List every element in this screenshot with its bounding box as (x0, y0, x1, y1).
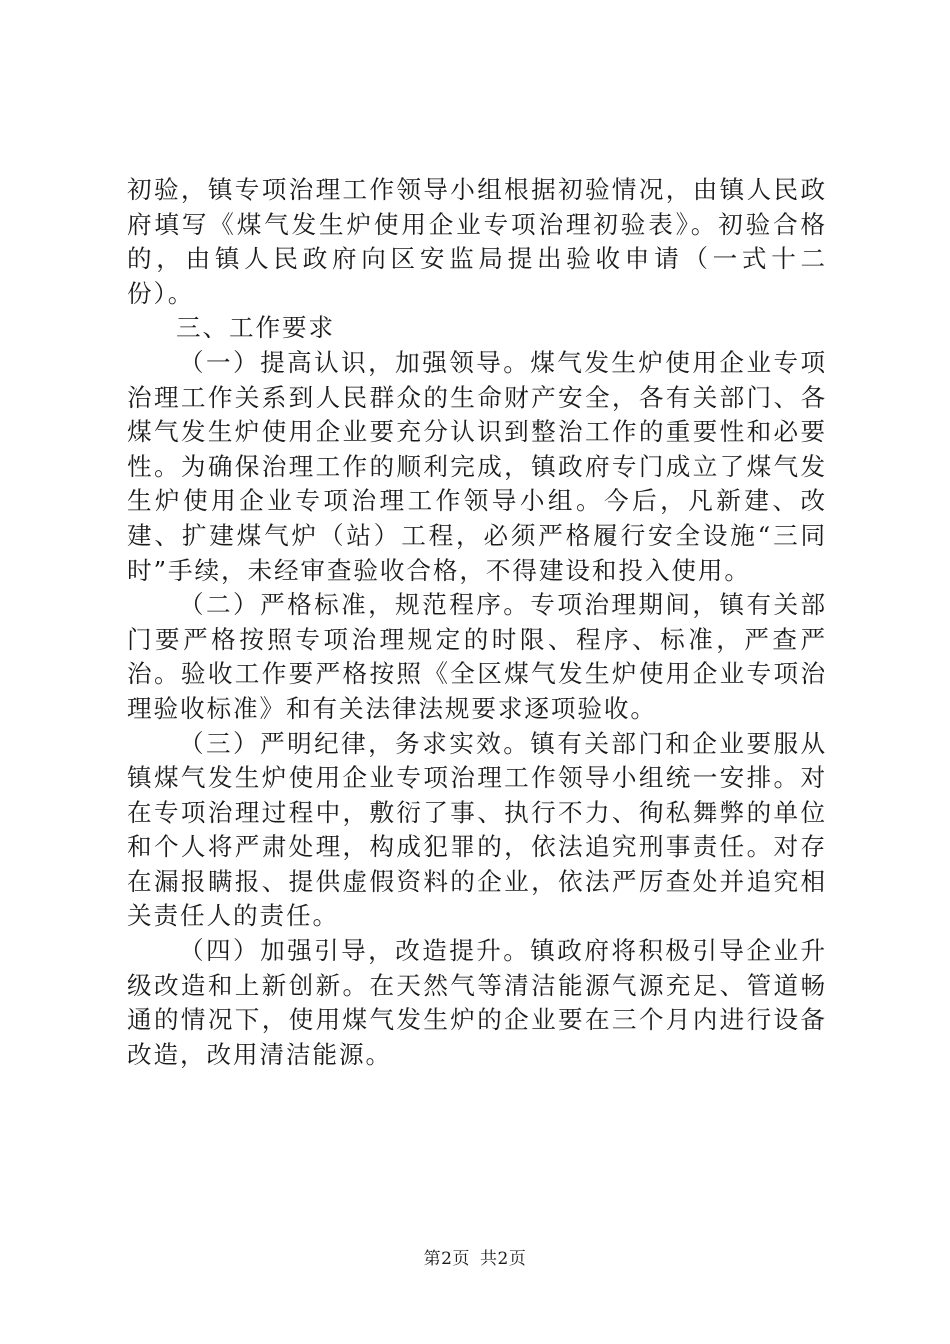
paragraph-item-3: （三）严明纪律，务求实效。镇有关部门和企业要服从镇煤气发生炉使用企业专项治理工作领导小组统一安排。对在专项治理过程中，敷衍了事、执行不力、徇私舞弊的单位和个人将严肃处理，构成犯罪的，依法追究刑事责任。对存在漏报瞒报、提供虚假资料的企业，依法严厉查处并追究相关责任人的责任。 (127, 728, 827, 931)
document-body (127, 173, 827, 1072)
paragraph-item-1: （一）提高认识，加强领导。煤气发生炉使用企业专项治理工作关系到人民群众的生命财产安全，各有关部门、各煤气发生炉使用企业要充分认识到整治工作的重要性和必要性。为确保治理工作的顺利完成，镇政府专门成立了煤气发生炉使用企业专项治理工作领导小组。今后，凡新建、改建、扩建煤气炉（站）工程，必须严格履行安全设施“三同时”手续，未经审查验收合格，不得建设和投入使用。 (127, 347, 827, 585)
page-footer (0, 1244, 950, 1269)
paragraph-item-2: （二）严格标准，规范程序。专项治理期间，镇有关部门要严格按照专项治理规定的时限、程序、标准，严查严治。验收工作要严格按照《全区煤气发生炉使用企业专项治理验收标准》和有关法律法规要求逐项验收。 (127, 590, 827, 723)
paragraph-item-4: （四）加强引导，改造提升。镇政府将积极引导企业升级改造和上新创新。在天然气等清洁能源气源充足、管道畅通的情况下，使用煤气发生炉的企业要在三个月内进行设备改造，改用清洁能源。 (127, 936, 827, 1069)
page-total: 共2页 (480, 1249, 527, 1269)
paragraph-continuation: 初验，镇专项治理工作领导小组根据初验情况，由镇人民政府填写《煤气发生炉使用企业专项治理初验表》。初验合格的，由镇人民政府向区安监局提出验收申请（一式十二份）。 (127, 175, 827, 308)
section-heading: 三、工作要求 (176, 313, 335, 343)
page-number: 第2页 (423, 1249, 470, 1269)
